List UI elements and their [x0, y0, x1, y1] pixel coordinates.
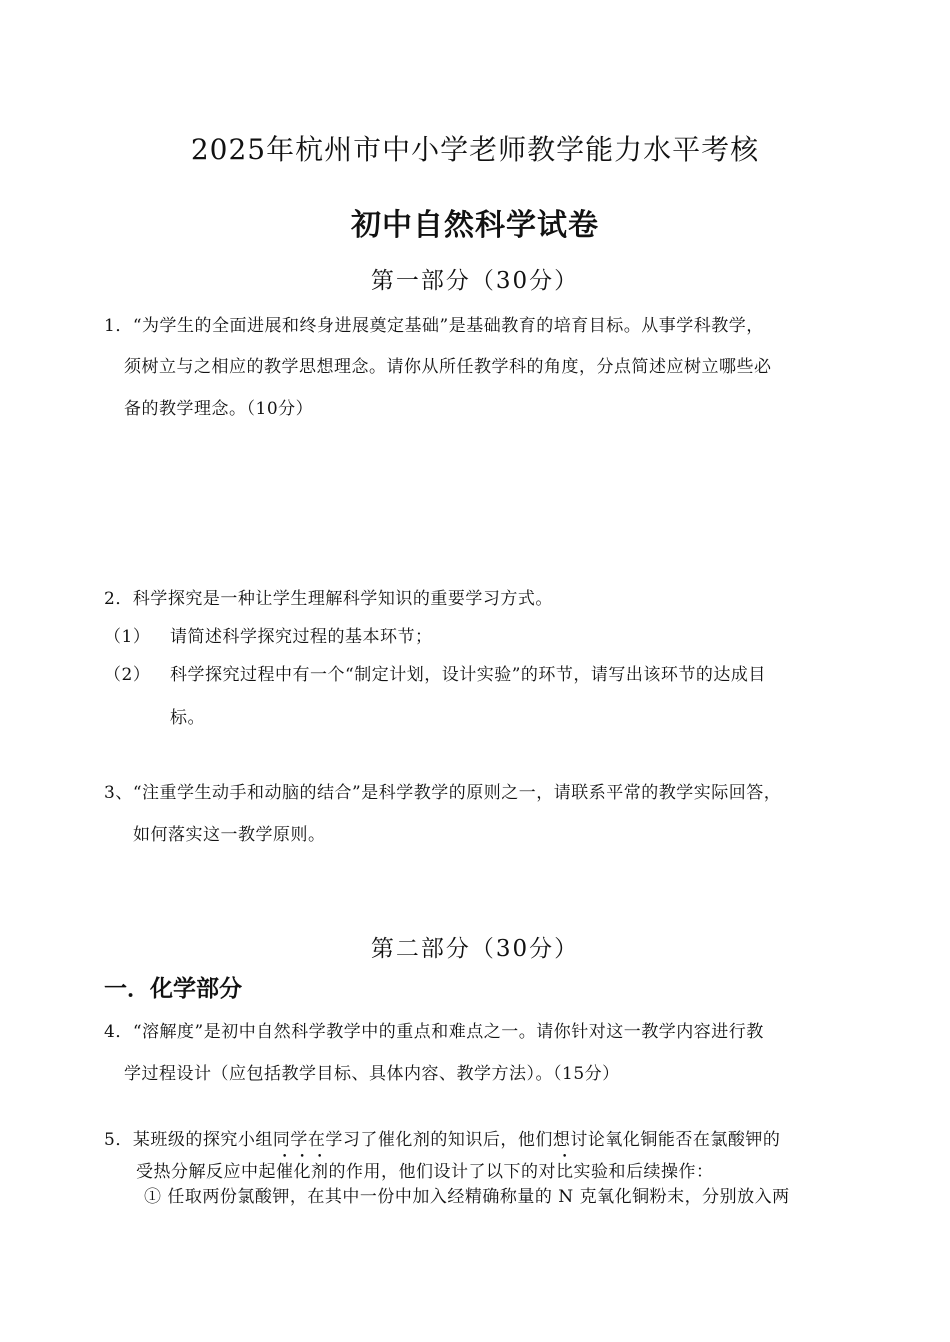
q3-line2: 如何落实这一教学原则。 [133, 825, 326, 845]
q1-line2: 须树立与之相应的教学思想理念。请你从所任教学科的角度，分点简述应树立哪些必 [124, 357, 772, 377]
q1-line1: 1．“为学生的全面进展和终身进展奠定基础”是基础教育的培育目标。从事学科教学， [104, 316, 764, 336]
q5-line1: 5．某班级的探究小组同学在学习了催化剂的知识后，他们想讨论氧化铜能否在氯酸钾的 [104, 1130, 781, 1150]
q5-line2-part-a: 受热分解反应中起 [136, 1162, 276, 1182]
q2-sub1-text: 请简述科学探究过程的基本环节； [170, 627, 433, 647]
q2-sub2-number: （2） [104, 665, 151, 685]
q5-emphasis-compare: 比 [556, 1162, 574, 1182]
q4-line1: 4．“溶解度”是初中自然科学教学中的重点和难点之一。请你针对这一教学内容进行教 [104, 1022, 764, 1042]
q5-line2 [136, 1152, 714, 1182]
q1-line3: 备的教学理念。（10分） [124, 399, 314, 419]
q5-emphasis-catalyst: 催化剂 [276, 1162, 329, 1182]
q5-line2-part-b: 的作用，他们设计了以下的对 [328, 1162, 556, 1182]
exam-subtitle: 初中自然科学试卷 [351, 208, 599, 243]
q5-line3: ① 任取两份氯酸钾，在其中一份中加入经精确称量的 N 克氧化铜粉末，分别放入两 [144, 1187, 790, 1207]
q2-sub2-line1: 科学探究过程中有一个“制定计划，设计实验”的环节，请写出该环节的达成目 [170, 665, 766, 685]
q2-sub1-number: （1） [104, 627, 151, 647]
q4-line2: 学过程设计（应包括教学目标、具体内容、教学方法）。（15分） [124, 1064, 620, 1084]
part1-heading: 第一部分（30分） [370, 268, 580, 294]
q5-line2-part-c: 实验和后续操作： [573, 1162, 714, 1182]
q2-sub2-line2: 标。 [170, 708, 205, 728]
q2-stem: 2．科学探究是一种让学生理解科学知识的重要学习方式。 [104, 589, 553, 609]
chemistry-section-heading: 一．化学部分 [104, 976, 242, 1002]
exam-title: 2025年杭州市中小学老师教学能力水平考核 [190, 133, 760, 166]
part2-heading: 第二部分（30分） [370, 936, 580, 962]
q3-line1: 3、“注重学生动手和动脑的结合”是科学教学的原则之一，请联系平常的教学实际回答， [104, 783, 782, 803]
